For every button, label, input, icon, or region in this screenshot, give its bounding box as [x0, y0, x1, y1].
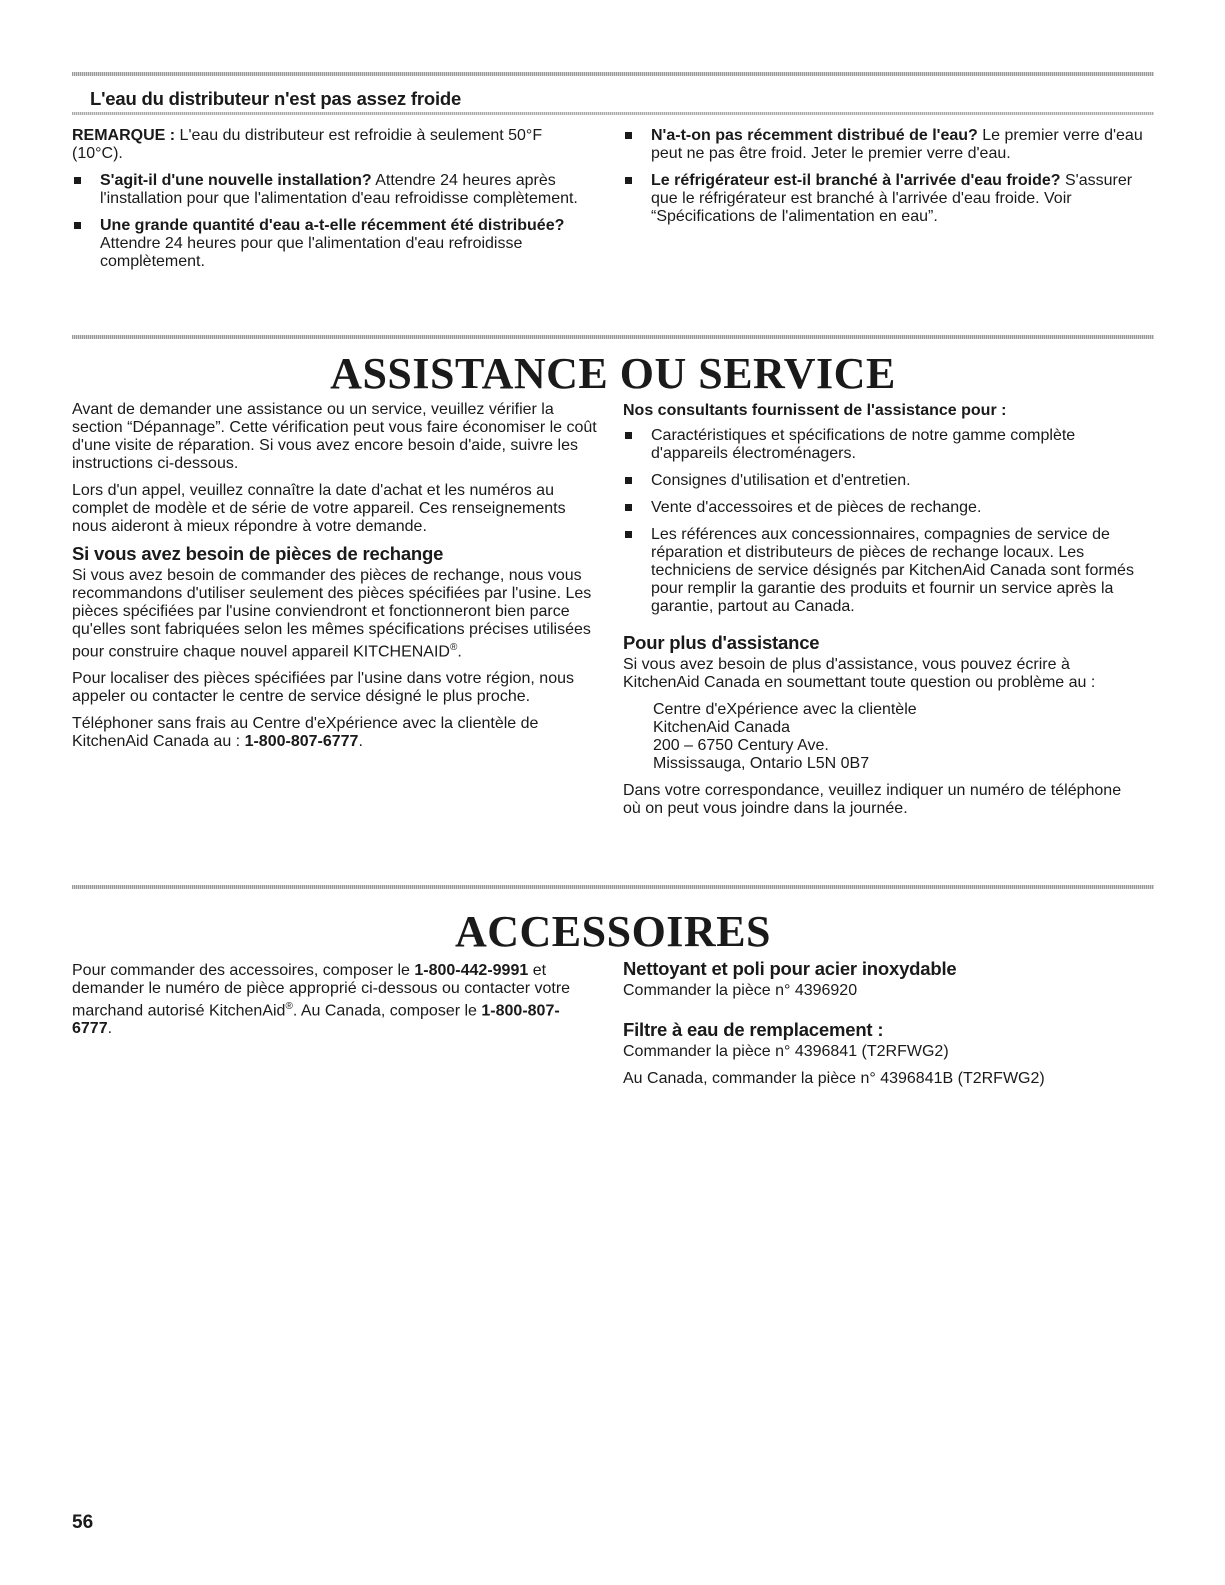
parts-p1-end: .	[457, 643, 462, 661]
top-divider	[72, 72, 1154, 76]
water-item-cold-supply	[623, 172, 1154, 226]
consult-item-text: Consignes d'utilisation et d'entretien.	[651, 472, 911, 489]
acc-text: Pour commander des accessoires, composer le	[72, 962, 415, 979]
assistance-intro-2: Lors d'un appel, veuillez connaître la date d'achat et les numéros au complet de modèle et de série de votre appareil. Ces renseignements nous aideront à mieux répondre à votre demande.	[72, 482, 566, 535]
assistance-intro-1: Avant de demander une assistance ou un service, veuillez vérifier la section “Dépannage”. Cette vérification peut vous faire économiser le coût d'une visite de réparation. Si vous avez encore besoin d'aide, suivre les instructions ci-dessous.	[72, 401, 597, 472]
cleaner-part: Commander la pièce n° 4396920	[623, 982, 858, 999]
bullet-square-icon	[74, 177, 81, 184]
parts-heading: Si vous avez besoin de pièces de rechange	[72, 543, 444, 564]
water-note	[72, 127, 592, 163]
consult-item-text: Vente d'accessoires et de pièces de rechange.	[651, 499, 982, 516]
accessories-paragraph	[72, 962, 592, 1038]
item-text: Le premier verre d'eau peut ne pas être froid. Jeter le premier verre d'eau.	[651, 127, 1143, 162]
item-question: Le réfrigérateur est-il branché à l'arrivée d'eau froide?	[651, 172, 1061, 189]
address-line: 200 – 6750 Century Ave.	[653, 737, 829, 754]
bullet-square-icon	[625, 531, 632, 538]
closing-paragraph: Dans votre correspondance, veuillez indiquer un numéro de téléphone où on peut vous joindre dans la journée.	[623, 782, 1122, 817]
more-assistance-paragraph: Si vous avez besoin de plus d'assistance, vous pouvez écrire à KitchenAid Canada en soumettant toute question ou problème au :	[623, 656, 1096, 691]
assistance-divider	[72, 335, 1154, 339]
consult-item-text: Caractéristiques et spécifications de notre gamme complète d'appareils électroménagers.	[651, 427, 1076, 462]
accessories-divider	[72, 885, 1154, 889]
assistance-left-column	[72, 401, 597, 760]
item-text: Attendre 24 heures pour que l'alimentation d'eau refroidisse complètement.	[100, 235, 523, 270]
assistance-title: ASSISTANCE OU SERVICE	[330, 349, 896, 398]
water-item-recent-dispense	[623, 127, 1154, 163]
assistance-right-column	[623, 402, 1143, 827]
phone-number: 1-800-807-6777	[244, 733, 359, 751]
item-question: S'agit-il d'une nouvelle installation?	[100, 172, 372, 189]
cleaner-heading: Nettoyant et poli pour acier inoxydable	[623, 958, 957, 979]
parts-p1-text: Si vous avez besoin de commander des pièces de rechange, nous vous recommandons d'utiliser seulement des pièces spécifiées par l'usine. Les pièces spécifiées par l'usine conviendront et fonctionneront bien parce qu'elles sont fabriquées selon les mêmes spécifications précises utilisées pour construire chaque nouvel appareil KITCHENAID	[72, 567, 592, 661]
phone-number: 1-800-442-9991	[414, 962, 529, 979]
water-right-column	[623, 127, 1154, 235]
registered-mark: ®	[285, 1001, 293, 1012]
phone-end: .	[358, 733, 363, 751]
item-text: S'assurer que le réfrigérateur est branché à l'arrivée d'eau froide. Voir “Spécifications de l'alimentation en eau”.	[651, 172, 1133, 225]
parts-paragraph-2: Pour localiser des pièces spécifiées par l'usine dans votre région, nous appeler ou contacter le centre de service désigné le plus proche.	[72, 670, 574, 706]
consult-item-references	[623, 526, 1143, 616]
parts-paragraph-1	[72, 567, 597, 661]
water-item-new-install	[72, 172, 592, 208]
consultants-heading-text: Nos consultants fournissent de l'assistance pour :	[623, 402, 1007, 419]
item-question: N'a-t-on pas récemment distribué de l'eau?	[651, 127, 978, 144]
mailing-address	[623, 701, 1143, 773]
consult-item-text: Les références aux concessionnaires, compagnies de service de réparation et distributeurs de pièces de rechange locaux. Les techniciens de service désignés par KitchenAid Canada sont formés pour remplir la garantie des produits et fournir un service après la garantie, partout au Canada.	[651, 526, 1134, 615]
bullet-square-icon	[625, 432, 632, 439]
water-left-column	[72, 127, 592, 280]
filter-part-2: Au Canada, commander la pièce n° 4396841B (T2RFWG2)	[623, 1070, 1045, 1087]
more-assistance-heading: Pour plus d'assistance	[623, 632, 820, 653]
phone-paragraph	[72, 715, 597, 751]
note-text: L'eau du distributeur est refroidie à seulement 50°F (10°C).	[72, 127, 543, 162]
acc-text: .	[107, 1020, 113, 1038]
consult-item-sales	[623, 499, 1143, 517]
bullet-square-icon	[74, 222, 81, 229]
acc-text: . Au Canada, composer le	[292, 1002, 482, 1020]
phone-text: Téléphoner sans frais au Centre d'eXpérience avec la clientèle de KitchenAid Canada au :	[72, 715, 539, 751]
phone-number: 1-800-807-6777	[72, 1002, 560, 1038]
manual-page	[72, 0, 1154, 1585]
water-section-title: L'eau du distributeur n'est pas assez froide	[90, 88, 462, 109]
note-label: REMARQUE :	[72, 127, 176, 144]
bullet-square-icon	[625, 477, 632, 484]
page-number: 56	[72, 1512, 94, 1533]
consult-item-usage	[623, 472, 1143, 490]
address-line: Centre d'eXpérience avec la clientèle	[653, 701, 917, 718]
address-line: KitchenAid Canada	[653, 719, 790, 736]
water-item-large-quantity	[72, 217, 592, 271]
bullet-square-icon	[625, 504, 632, 511]
accessories-title: ACCESSOIRES	[454, 907, 772, 956]
registered-mark: ®	[449, 642, 458, 653]
water-title-divider	[72, 112, 1154, 115]
bullet-square-icon	[625, 132, 632, 139]
item-text: Attendre 24 heures après l'installation pour que l'alimentation d'eau refroidisse complètement.	[100, 172, 578, 207]
bullet-square-icon	[625, 177, 632, 184]
accessories-right-column	[623, 960, 1143, 1097]
filter-heading: Filtre à eau de remplacement :	[623, 1019, 884, 1040]
address-line: Mississauga, Ontario L5N 0B7	[653, 755, 870, 772]
item-question: Une grande quantité d'eau a-t-elle récemment été distribuée?	[100, 217, 565, 234]
accessories-left-column	[72, 962, 592, 1047]
consult-item-specs	[623, 427, 1143, 463]
filter-part-1: Commander la pièce n° 4396841 (T2RFWG2)	[623, 1043, 949, 1060]
consultants-heading	[623, 402, 1143, 420]
acc-text: et demander le numéro de pièce approprié ci-dessous ou contacter votre marchand autorisé KitchenAid	[72, 962, 571, 1020]
